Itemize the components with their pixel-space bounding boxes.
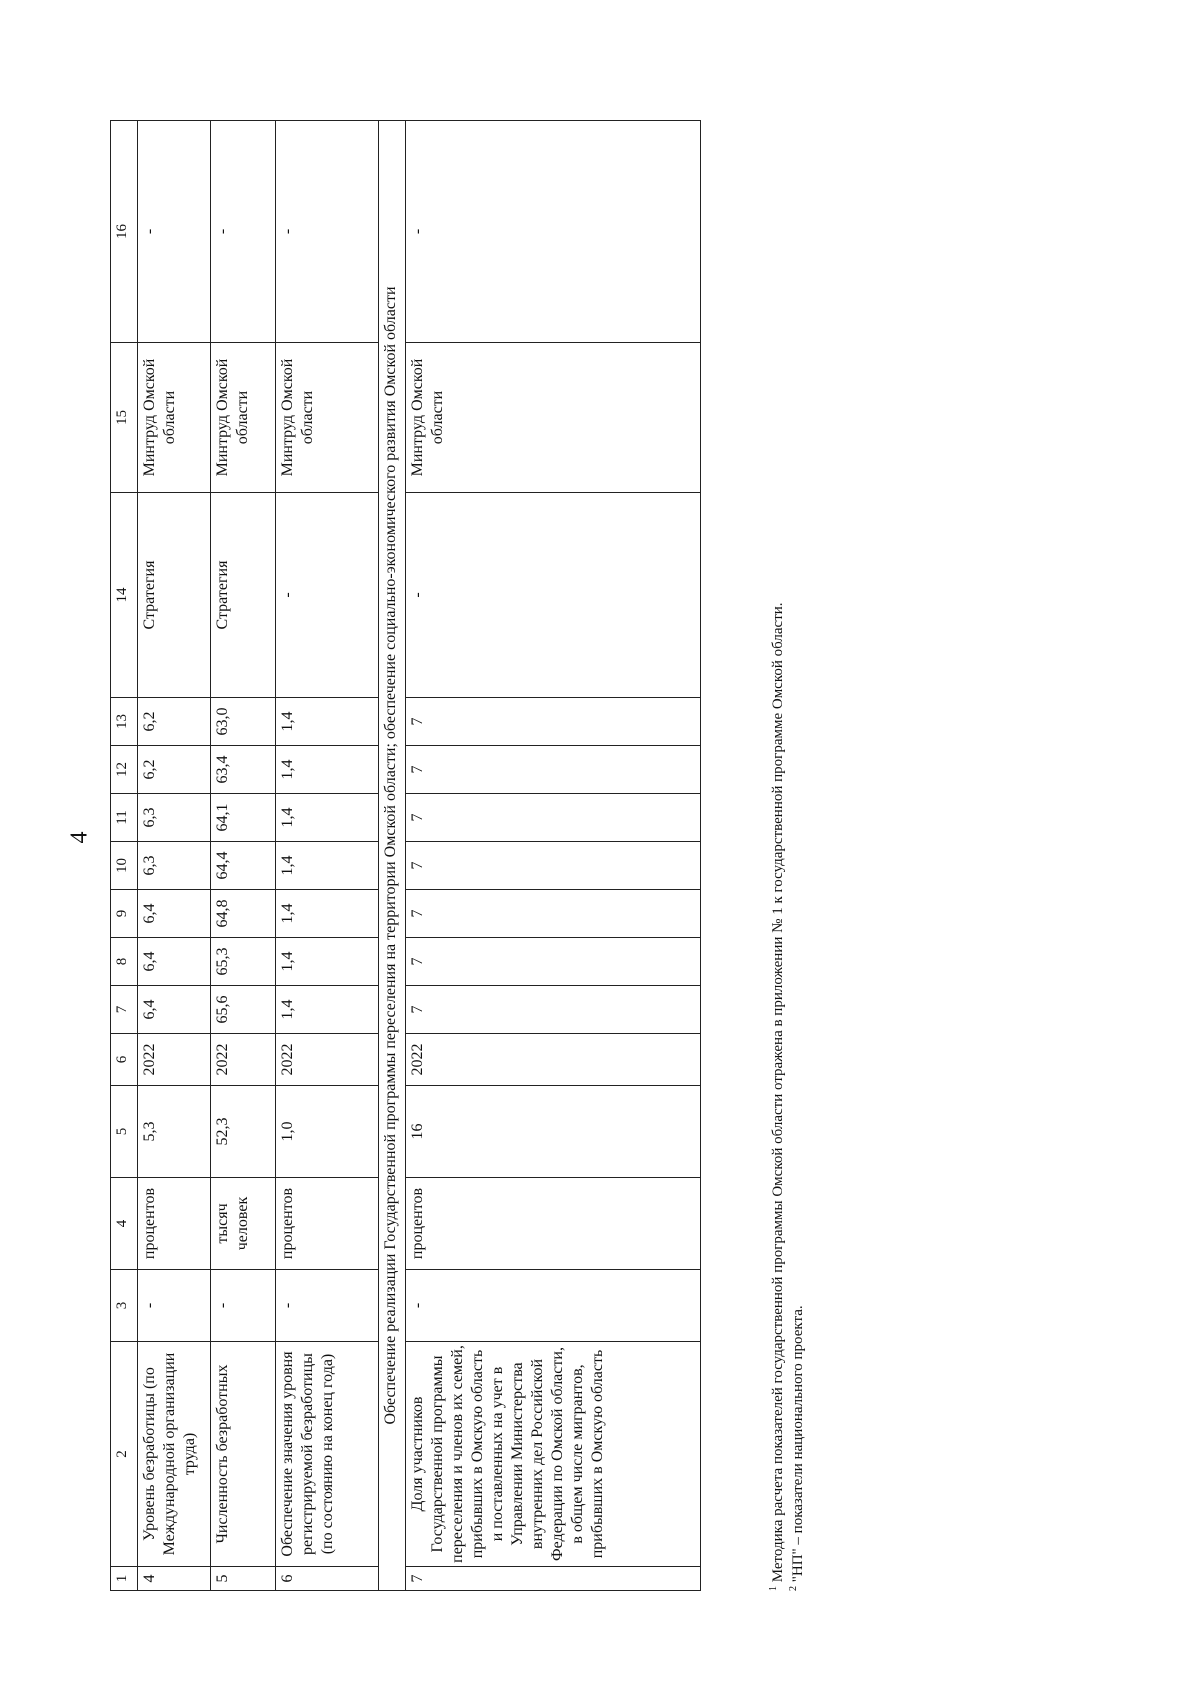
- header-row: [111, 121, 138, 1591]
- footnote-2: [788, 121, 808, 1591]
- value-cell: 63,4: [211, 746, 276, 794]
- base-value: 1,0: [276, 1086, 379, 1178]
- responsible-cell: Минтруд Омской области: [138, 343, 211, 493]
- table-row: [406, 121, 701, 1591]
- table-row: [138, 121, 211, 1591]
- value-cell: 1,4: [276, 794, 379, 842]
- value-cell: 1,4: [276, 986, 379, 1034]
- value-cell: 1,4: [276, 746, 379, 794]
- base-year: 2022: [211, 1034, 276, 1086]
- col-header: 4: [111, 1178, 138, 1270]
- col-header: 10: [111, 842, 138, 890]
- base-value: 16: [406, 1086, 701, 1178]
- value-cell: 7: [406, 890, 701, 938]
- col-header: 9: [111, 890, 138, 938]
- note-cell: -: [138, 121, 211, 343]
- unit-cell: процентов: [276, 1178, 379, 1270]
- cell: -: [406, 1270, 701, 1342]
- value-cell: 65,3: [211, 938, 276, 986]
- value-cell: 7: [406, 794, 701, 842]
- row-number: 5: [211, 1567, 276, 1591]
- col-header: 16: [111, 121, 138, 343]
- section-title: Обеспечение реализации Государственной программы переселения на территории Омской области; обеспечение социально-экономического развития Омской области: [379, 121, 406, 1591]
- value-cell: 1,4: [276, 890, 379, 938]
- footnote-text: "НП" – показатели национального проекта.: [789, 1305, 806, 1583]
- indicator-name: Уровень безработицы (по Международной организации труда): [138, 1342, 211, 1567]
- page-number: 4: [66, 831, 93, 844]
- value-cell: 63,0: [211, 698, 276, 746]
- table-row: [276, 121, 379, 1591]
- value-cell: 6,4: [138, 986, 211, 1034]
- page-number-wrap: [60, 824, 100, 864]
- section-row: [379, 121, 406, 1591]
- value-cell: 7: [406, 698, 701, 746]
- row-number: 4: [138, 1567, 211, 1591]
- col-header: 5: [111, 1086, 138, 1178]
- footnote-1: [768, 121, 788, 1591]
- base-value: 52,3: [211, 1086, 276, 1178]
- col-header: 7: [111, 986, 138, 1034]
- footnote-text: Методика расчета показателей государственной программы Омской области отражена в приложении № 1 к государственной программе Омской области.: [770, 602, 786, 1583]
- cell: -: [276, 1270, 379, 1342]
- indicator-name: Доля участников Государственной программы переселения и членов их семей, прибывших в Омскую область и поставленных на учет в Управлении Министерства внутренних дел Российской Федерации по Омской области, в общем числе мигрантов, прибывших в Омскую область: [406, 1342, 701, 1567]
- note-cell: -: [406, 121, 701, 343]
- col-header: 13: [111, 698, 138, 746]
- value-cell: 64,1: [211, 794, 276, 842]
- responsible-cell: Минтруд Омской области: [276, 343, 379, 493]
- col-header: 12: [111, 746, 138, 794]
- cell: -: [138, 1270, 211, 1342]
- base-year: 2022: [406, 1034, 701, 1086]
- unit-cell: тысяч человек: [211, 1178, 276, 1270]
- row-number: 7: [406, 1567, 701, 1591]
- responsible-cell: Минтруд Омской области: [211, 343, 276, 493]
- note-cell: -: [276, 121, 379, 343]
- document-cell: Стратегия: [211, 493, 276, 698]
- col-header: 8: [111, 938, 138, 986]
- footnote-mark: 1: [768, 1586, 779, 1591]
- value-cell: 6,2: [138, 746, 211, 794]
- col-header: 2: [111, 1342, 138, 1567]
- value-cell: 7: [406, 746, 701, 794]
- row-number: 6: [276, 1567, 379, 1591]
- value-cell: 6,4: [138, 938, 211, 986]
- value-cell: 65,6: [211, 986, 276, 1034]
- value-cell: 6,4: [138, 890, 211, 938]
- value-cell: 6,2: [138, 698, 211, 746]
- unit-cell: процентов: [138, 1178, 211, 1270]
- col-header: 3: [111, 1270, 138, 1342]
- table-row: [211, 121, 276, 1591]
- value-cell: 64,8: [211, 890, 276, 938]
- base-year: 2022: [138, 1034, 211, 1086]
- value-cell: 64,4: [211, 842, 276, 890]
- value-cell: 6,3: [138, 794, 211, 842]
- base-value: 5,3: [138, 1086, 211, 1178]
- value-cell: 7: [406, 842, 701, 890]
- value-cell: 7: [406, 938, 701, 986]
- indicator-name: Обеспечение значения уровня регистрируемой безработицы (по состоянию на конец года): [276, 1342, 379, 1567]
- indicator-name: Численность безработных: [211, 1342, 276, 1567]
- col-header: 15: [111, 343, 138, 493]
- value-cell: 1,4: [276, 698, 379, 746]
- value-cell: 6,3: [138, 842, 211, 890]
- rotated-table-sheet: [110, 111, 806, 1591]
- unit-cell: процентов: [406, 1178, 701, 1270]
- base-year: 2022: [276, 1034, 379, 1086]
- document-cell: Стратегия: [138, 493, 211, 698]
- document-cell: -: [406, 493, 701, 698]
- cell: -: [211, 1270, 276, 1342]
- responsible-cell: Минтруд Омской области: [406, 343, 701, 493]
- col-header: 1: [111, 1567, 138, 1591]
- value-cell: 7: [406, 986, 701, 1034]
- col-header: 11: [111, 794, 138, 842]
- col-header: 6: [111, 1034, 138, 1086]
- value-cell: 1,4: [276, 842, 379, 890]
- col-header: 14: [111, 493, 138, 698]
- note-cell: -: [211, 121, 276, 343]
- footnote-mark: 2: [787, 1586, 799, 1591]
- document-cell: -: [276, 493, 379, 698]
- value-cell: 1,4: [276, 938, 379, 986]
- footnotes: [768, 121, 808, 1591]
- indicators-table: [110, 120, 701, 1591]
